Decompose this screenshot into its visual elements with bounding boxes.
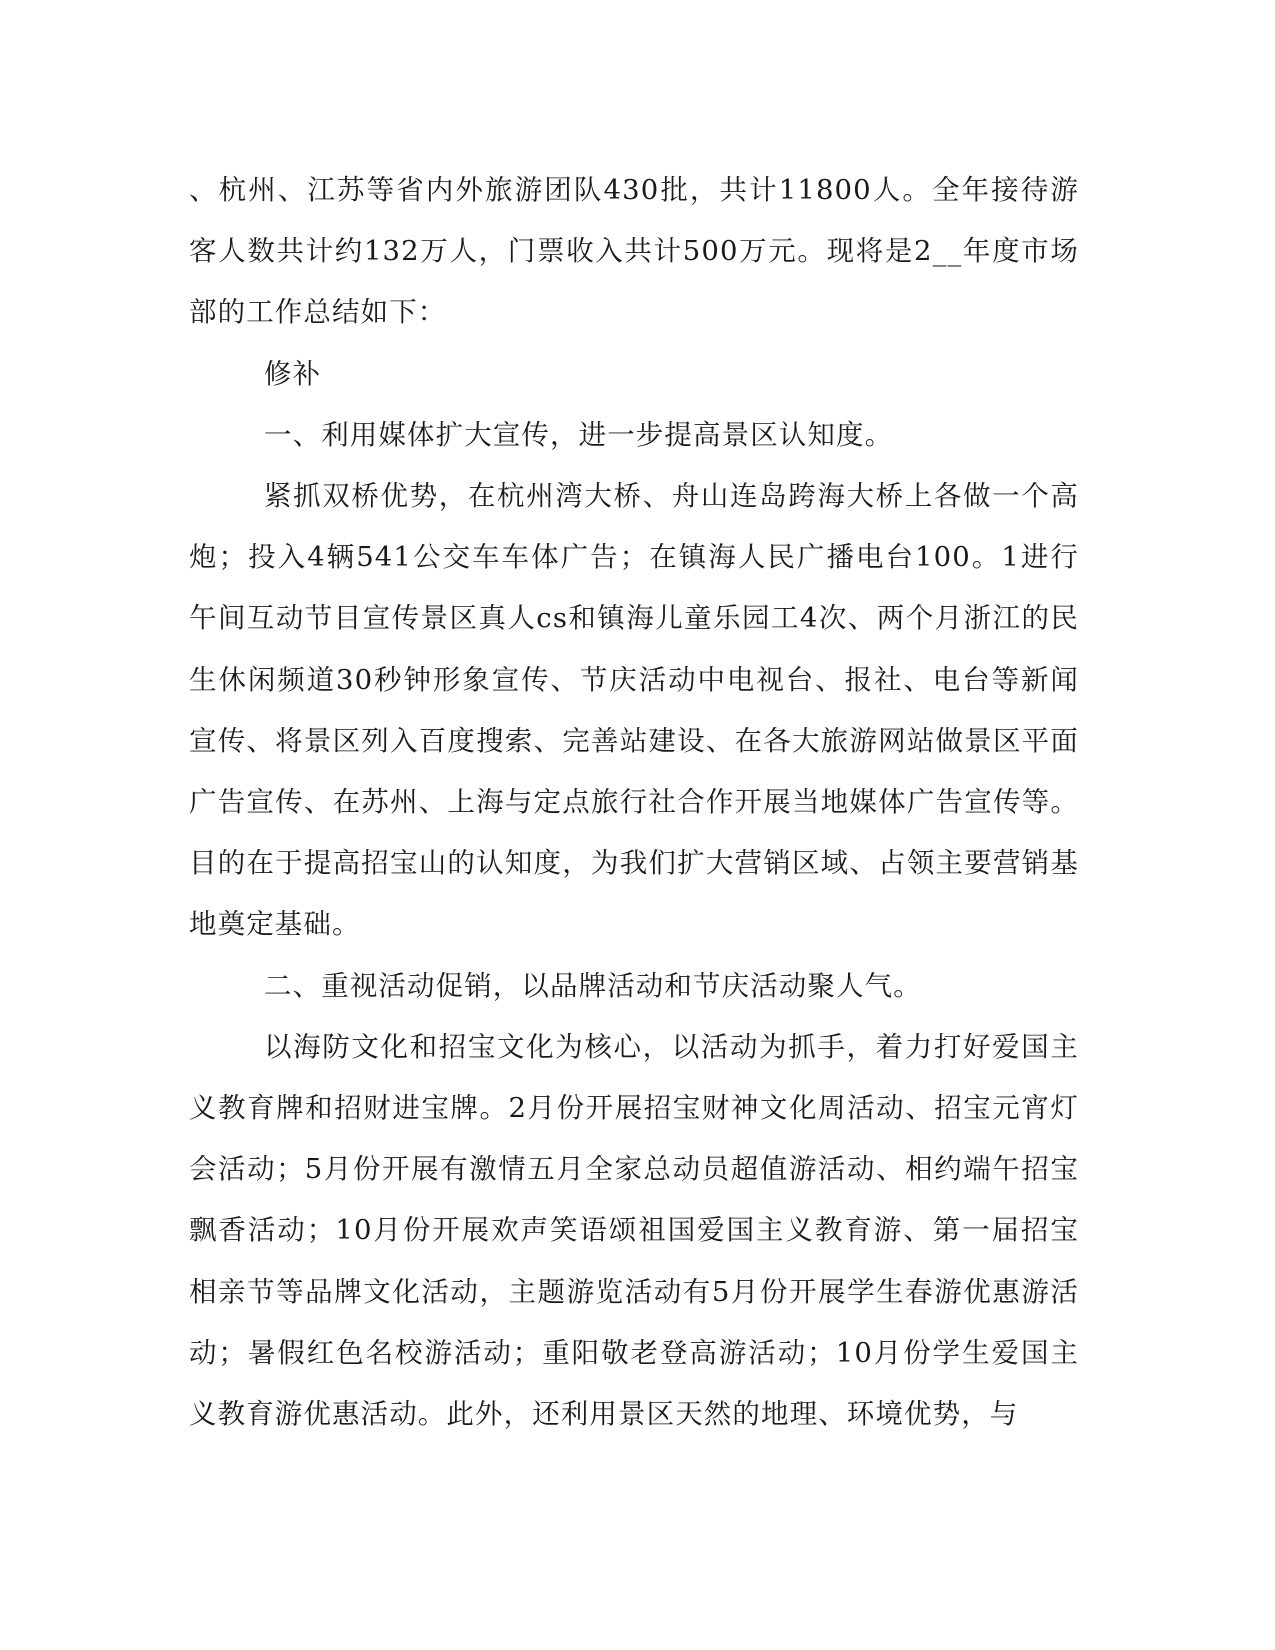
paragraph-xiubu: 修补 — [264, 357, 322, 390]
paragraph-media-promotion: 紧抓双桥优势，在杭州湾大桥、舟山连岛跨海大桥上各做一个高炮；投入4辆541公交车车体广告；在镇海人民广播电台100。1进行午间互动节目宣传景区真人cs和镇海儿童乐园工4次、两个月浙江的民生休闲频道30秒钟形象宣传、节庆活动中电视台、报社、电台等新闻宣传、将景区列入百度搜索、完善站建设、在各大旅游网站做景区平面广告宣传、在苏州、上海与定点旅行社合作开展当地媒体广告宣传等。目的在于提高招宝山的认知度，为我们扩大营销区域、占领主要营销基地奠定基础。 — [189, 480, 1079, 941]
section-heading-2: 二、重视活动促销，以品牌活动和节庆活动聚人气。 — [264, 969, 922, 1002]
section-heading-1: 一、利用媒体扩大宣传，进一步提高景区认知度。 — [264, 418, 894, 451]
paragraph-event-promotion: 以海防文化和招宝文化为核心，以活动为抓手，着力打好爱国主义教育牌和招财进宝牌。2月份开展招宝财神文化周活动、招宝元宵灯会活动；5月份开展有激情五月全家总动员超值游活动、相约端午招宝飘香活动；10月份开展欢声笑语颂祖国爱国主义教育游、第一届招宝相亲节等品牌文化活动，主题游览活动有5月份开展学生春游优惠游活动；暑假红色名校游活动；重阳敬老登高游活动；10月份学生爱国主义教育游优惠活动。此外，还利用景区天然的地理、环境优势，与 — [189, 1030, 1079, 1431]
paragraph-intro: 、杭州、江苏等省内外旅游团队430批，共计11800人。全年接待游客人数共计约132万人，门票收入共计500万元。现将是2__年度市场部的工作总结如下： — [189, 174, 1079, 329]
document-body — [189, 160, 1079, 1445]
